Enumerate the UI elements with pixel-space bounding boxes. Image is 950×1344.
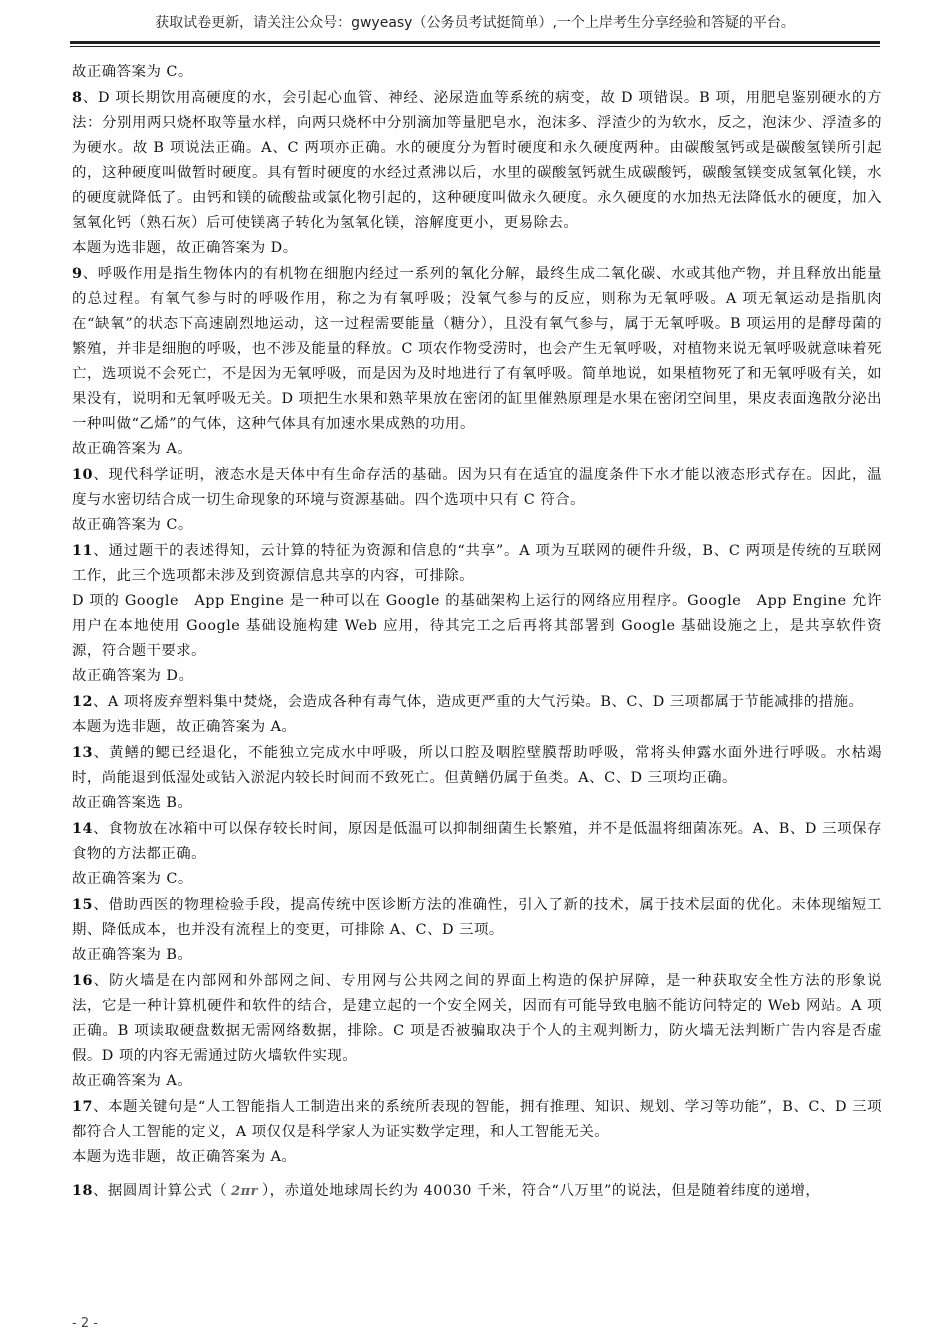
paragraph-text: 、现代科学证明，液态水是天体中有生命存活的基础。因为只有在适宜的温度条件下水才能以液态形式存在。因此，温度与水密切结合成一切生命现象的环境与资源基础。四个选项中只有 C 符合。 [72, 467, 882, 508]
answer-line [72, 715, 882, 740]
answer-line [72, 1069, 882, 1094]
paragraph-text: 故正确答案为 A。 [72, 441, 193, 457]
header-rule-thick [70, 41, 880, 44]
paragraph-text: 故正确答案为 B。 [72, 947, 193, 963]
question-explanation-8 [72, 85, 882, 236]
question-number: 13 [72, 744, 94, 761]
paragraph-text: 故正确答案为 C。 [72, 64, 193, 80]
answer-line [72, 867, 882, 892]
answer-line [72, 60, 882, 85]
answer-explanations [72, 60, 882, 1204]
question-number: 8 [72, 89, 83, 106]
paragraph-text-after: ），赤道处地球周长约为 40030 千米，符合“八万里”的说法，但是随着纬度的递增， [261, 1183, 821, 1199]
question-explanation-16 [72, 968, 882, 1069]
question-number: 16 [72, 972, 94, 989]
answer-line [72, 589, 882, 664]
header-rule-thin [70, 46, 880, 47]
paragraph-text: 本题为选非题，故正确答案为 A。 [72, 1149, 297, 1165]
paragraph-text: 、D 项长期饮用高硬度的水，会引起心血管、神经、泌尿造血等系统的病变，故 D 项错误。B 项，用肥皂鉴别硬水的方法：分别用两只烧杯取等量水样，向两只烧杯中分别滴加等量肥皂水，泡沫多、浮渣少的为软水，反之，泡沫少、浮渣多的为硬水。故 B 项说法正确。A、C 两项亦正确。水的硬度分为暂时硬度和永久硬度两种。由碳酸氢钙或是碳酸氢镁所引起的，这种硬度叫做暂时硬度。具有暂时硬度的水经过煮沸以后，水里的碳酸氢钙就生成碳酸钙，碳酸氢镁变成氢氧化镁，水的硬度就降低了。由钙和镁的硫酸盐或氯化物引起的，这种硬度叫做永久硬度。永久硬度的水加热无法降低水的硬度，加入氢氧化钙（熟石灰）后可使镁离子转化为氢氧化镁，溶解度更小，更易除去。 [72, 90, 882, 231]
paragraph-text: D 项的 Google App Engine 是一种可以在 Google 的基础架构上运行的网络应用程序。Google App Engine 允许用户在本地使用 Google 基础设施构建 Web 应用，待其完工之后再将其部署到 Google 基础设施之上，是共享软件资源，符合题干要求。 [72, 593, 882, 659]
paragraph-text: 故正确答案选 B。 [72, 795, 193, 811]
paragraph-text: 、防火墙是在内部网和外部网之间、专用网与公共网之间的界面上构造的保护屏障，是一种获取安全性方法的形象说法，它是一种计算机硬件和软件的结合，是建立起的一个安全网关，因而有可能导致电脑不能访问特定的 Web 网站。A 项正确。B 项读取硬盘数据无需网络数据，排除。C 项是否被骗取决于个人的主观判断力，防火墙无法判断广告内容是否虚假。D 项的内容无需通过防火墙软件实现。 [72, 973, 882, 1064]
answer-line [72, 513, 882, 538]
paragraph-text: 故正确答案为 A。 [72, 1073, 193, 1089]
paragraph-text: 故正确答案为 C。 [72, 517, 193, 533]
question-number: 18 [72, 1182, 94, 1199]
paragraph-text: 故正确答案为 C。 [72, 871, 193, 887]
question-number: 15 [72, 896, 94, 913]
paragraph-text: 、食物放在冰箱中可以保存较长时间，原因是低温可以抑制细菌生长繁殖，并不是低温将细菌冻死。A、B、D 三项保存食物的方法都正确。 [72, 821, 882, 862]
question-number: 11 [72, 542, 94, 559]
question-number: 12 [72, 693, 94, 710]
header-notice: 获取试卷更新，请关注公众号：gwyeasy（公务员考试挺简单）,一个上岸考生分享经验和答疑的平台。 [155, 15, 795, 31]
question-explanation-13 [72, 740, 882, 791]
paragraph-text: 本题为选非题，故正确答案为 D。 [72, 240, 298, 256]
question-number: 14 [72, 820, 94, 837]
question-explanation-9 [72, 261, 882, 437]
question-explanation-11 [72, 538, 882, 589]
paragraph-text: 、通过题干的表述得知，云计算的特征为资源和信息的“共享”。A 项为互联网的硬件升级，B、C 两项是传统的互联网工作，此三个选项都未涉及到资源信息共享的内容，可排除。 [72, 543, 882, 584]
paragraph-text: 、呼吸作用是指生物体内的有机物在细胞内经过一系列的氧化分解，最终生成二氧化碳、水或其他产物，并且释放出能量的总过程。有氧气参与时的呼吸作用，称之为有氧呼吸；没氧气参与的反应，则称为无氧呼吸。A 项无氧运动是指肌肉在“缺氧”的状态下高速剧烈地运动，这一过程需要能量（糖分），且没有氧气参与，属于无氧呼吸。B 项运用的是酵母菌的繁殖，并非是细胞的呼吸，也不涉及能量的释放。C 项农作物受涝时，也会产生无氧呼吸，对植物来说无氧呼吸就意味着死亡，选项说不会死亡，不是因为无氧呼吸，而是因为及时地进行了有氧呼吸。简单地说，如果植物死了和无氧呼吸有关，如果没有，说明和无氧呼吸无关。D 项把生水果和熟苹果放在密闭的缸里催熟原理是水果在密闭空间里，果皮表面逸散分泌出一种叫做“乙烯”的气体，这种气体具有加速水果成熟的功用。 [72, 266, 882, 432]
paragraph-text: 、黄鳝的鳃已经退化，不能独立完成水中呼吸，所以口腔及咽腔壁膜帮助呼吸，常将头伸露水面外进行呼吸。水枯竭时，尚能退到低湿处或钻入淤泥内较长时间而不致死亡。但黄鳝仍属于鱼类。A、C、D 三项均正确。 [72, 745, 882, 786]
answer-line [72, 791, 882, 816]
paragraph-text: 、借助西医的物理检验手段，提高传统中医诊断方法的准确性，引入了新的技术，属于技术层面的优化。未体现缩短工期、降低成本，也并没有流程上的变更，可排除 A、C、D 三项。 [72, 897, 882, 938]
question-explanation-15 [72, 892, 882, 943]
answer-line [72, 236, 882, 261]
paragraph-text: 、本题关键句是“人工智能指人工制造出来的系统所表现的智能，拥有推理、知识、规划、学习等功能”，B、C、D 三项都符合人工智能的定义，A 项仅仅是科学家人为证实数学定理，和人工智能无关。 [72, 1099, 882, 1140]
question-explanation-14 [72, 816, 882, 867]
page-header [0, 0, 950, 40]
answer-line [72, 664, 882, 689]
answer-line [72, 1145, 882, 1170]
question-explanation-10 [72, 462, 882, 513]
page-number: - 2 - [72, 1316, 98, 1331]
question-number: 10 [72, 466, 94, 483]
question-explanation-12 [72, 689, 882, 715]
paragraph-text: 故正确答案为 D。 [72, 668, 194, 684]
question-number: 17 [72, 1098, 94, 1115]
answer-line [72, 943, 882, 968]
question-explanation-17 [72, 1094, 882, 1145]
paragraph-text: 、A 项将废弃塑料集中焚烧，会造成各种有毒气体，造成更严重的大气污染。B、C、D 三项都属于节能减排的措施。 [93, 694, 864, 710]
question-explanation-18 [72, 1178, 882, 1204]
circumference-formula: 2πr [231, 1184, 258, 1199]
question-number: 9 [72, 265, 83, 282]
paragraph-text-before: 、据圆周计算公式（ [93, 1183, 228, 1199]
answer-line [72, 437, 882, 462]
paragraph-text: 本题为选非题，故正确答案为 A。 [72, 719, 297, 735]
